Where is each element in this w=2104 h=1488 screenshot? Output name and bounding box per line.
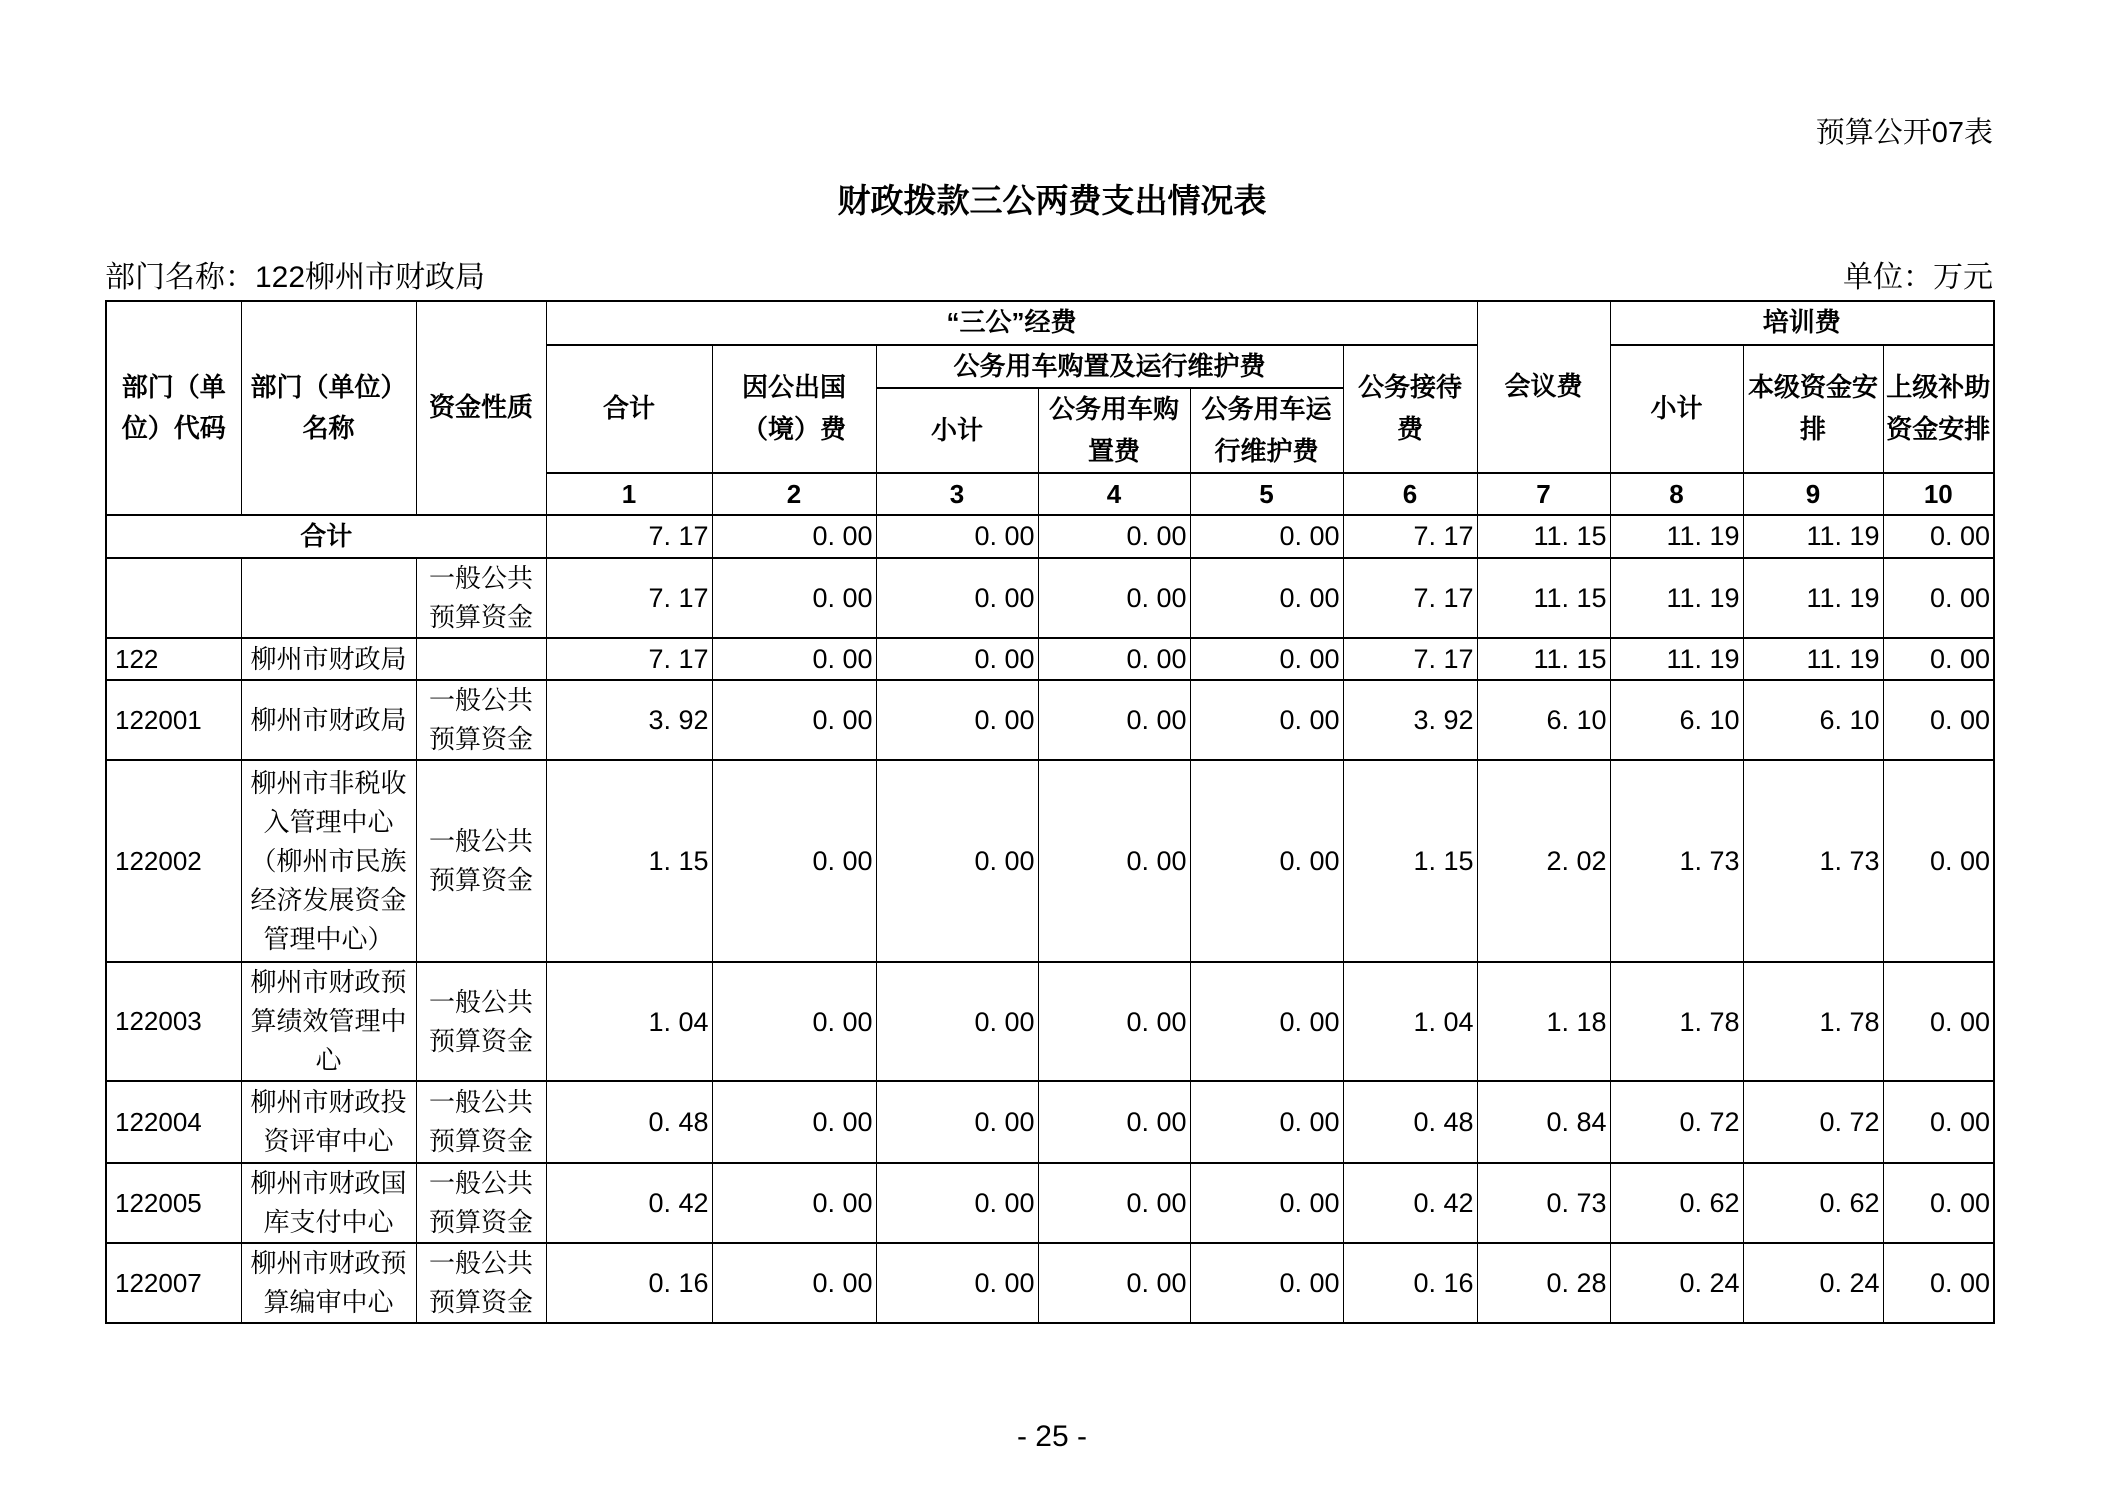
cell-value: 6. 10	[1610, 680, 1743, 760]
col-header-reception: 公务接待费	[1343, 345, 1477, 474]
cell-value: 11. 15	[1477, 515, 1610, 558]
cell-value: 0. 16	[546, 1243, 712, 1323]
cell-value: 0. 00	[1038, 680, 1190, 760]
cell-value: 0. 00	[876, 558, 1038, 638]
cell-department-code: 122	[106, 638, 241, 681]
cell-value: 0. 72	[1743, 1081, 1883, 1163]
cell-value: 0. 00	[712, 680, 876, 760]
column-number: 5	[1190, 473, 1343, 515]
cell-department-name: 柳州市财政局	[241, 638, 416, 681]
cell-value: 0. 00	[1883, 760, 1994, 962]
column-number: 1	[546, 473, 712, 515]
cell-value: 0. 00	[876, 962, 1038, 1081]
table-row	[106, 1243, 1994, 1323]
cell-value: 2. 02	[1477, 760, 1610, 962]
cell-value: 0. 48	[546, 1081, 712, 1163]
table-row	[106, 558, 1994, 638]
col-header-nature: 资金性质	[416, 301, 546, 515]
cell-value: 7. 17	[1343, 515, 1477, 558]
cell-department-code: 122005	[106, 1163, 241, 1243]
cell-value: 7. 17	[1343, 558, 1477, 638]
column-number: 4	[1038, 473, 1190, 515]
page-number: - 25 -	[1016, 1420, 1088, 1453]
cell-value: 0. 00	[1883, 515, 1994, 558]
cell-value: 0. 00	[1190, 1081, 1343, 1163]
cell-department-name	[241, 558, 416, 638]
column-number: 6	[1343, 473, 1477, 515]
cell-value: 1. 15	[1343, 760, 1477, 962]
table-row	[106, 760, 1994, 962]
cell-value: 0. 00	[1190, 515, 1343, 558]
col-header-abroad: 因公出国（境）费	[712, 345, 876, 474]
cell-value: 1. 73	[1743, 760, 1883, 962]
doc-label: 预算公开07表	[1815, 117, 1993, 149]
cell-value: 0. 00	[1883, 558, 1994, 638]
cell-value: 1. 15	[546, 760, 712, 962]
cell-value: 0. 00	[876, 1081, 1038, 1163]
cell-value: 0. 00	[1883, 680, 1994, 760]
cell-value: 0. 00	[712, 1163, 876, 1243]
cell-value: 7. 17	[1343, 638, 1477, 681]
cell-value: 11. 19	[1743, 638, 1883, 681]
cell-value: 0. 00	[712, 760, 876, 962]
cell-value: 0. 00	[1038, 760, 1190, 962]
cell-value: 11. 15	[1477, 558, 1610, 638]
cell-value: 3. 92	[1343, 680, 1477, 760]
cell-value: 6. 10	[1477, 680, 1610, 760]
cell-value: 0. 24	[1610, 1243, 1743, 1323]
col-header-code: 部门（单位）代码	[106, 301, 241, 515]
cell-value: 0. 00	[1190, 638, 1343, 681]
cell-value: 0. 00	[712, 962, 876, 1081]
cell-fund-nature: 一般公共预算资金	[416, 1081, 546, 1163]
cell-value: 0. 00	[1038, 962, 1190, 1081]
cell-value: 0. 00	[1190, 1243, 1343, 1323]
column-number: 8	[1610, 473, 1743, 515]
cell-value: 0. 00	[712, 558, 876, 638]
cell-value: 6. 10	[1743, 680, 1883, 760]
cell-department-name: 柳州市财政预算编审中心	[241, 1243, 416, 1323]
column-number: 3	[876, 473, 1038, 515]
cell-department-code	[106, 558, 241, 638]
cell-value: 0. 00	[1190, 962, 1343, 1081]
cell-department-name: 柳州市非税收入管理中心（柳州市民族经济发展资金管理中心）	[241, 760, 416, 962]
cell-department-code: 122002	[106, 760, 241, 962]
department-name-label: 部门名称：122柳州市财政局	[105, 261, 486, 294]
col-header-training-superior: 上级补助资金安排	[1883, 345, 1994, 474]
column-number: 10	[1883, 473, 1994, 515]
cell-value: 0. 00	[1883, 1163, 1994, 1243]
cell-value: 0. 00	[712, 515, 876, 558]
cell-department-code: 122001	[106, 680, 241, 760]
table-row	[106, 1081, 1994, 1163]
cell-fund-nature: 一般公共预算资金	[416, 558, 546, 638]
cell-value: 0. 00	[712, 638, 876, 681]
cell-value: 1. 18	[1477, 962, 1610, 1081]
cell-fund-nature	[416, 638, 546, 681]
cell-department-code: 122003	[106, 962, 241, 1081]
table-row	[106, 515, 1994, 558]
col-group-sangong: “三公”经费	[546, 301, 1477, 345]
cell-value: 0. 00	[1038, 638, 1190, 681]
column-number: 9	[1743, 473, 1883, 515]
cell-value: 0. 00	[1038, 515, 1190, 558]
cell-value: 0. 00	[876, 1243, 1038, 1323]
cell-value: 0. 00	[1883, 1243, 1994, 1323]
table-row	[106, 638, 1994, 681]
col-header-vehicle-maintenance: 公务用车运行维护费	[1190, 388, 1343, 473]
cell-value: 1. 04	[546, 962, 712, 1081]
column-number: 2	[712, 473, 876, 515]
cell-value: 1. 78	[1743, 962, 1883, 1081]
cell-value: 11. 19	[1610, 638, 1743, 681]
cell-value: 0. 00	[712, 1243, 876, 1323]
cell-value: 0. 00	[1883, 962, 1994, 1081]
cell-value: 0. 00	[1883, 638, 1994, 681]
cell-department-name: 柳州市财政投资评审中心	[241, 1081, 416, 1163]
header-row-1	[106, 301, 1994, 345]
cell-value: 1. 04	[1343, 962, 1477, 1081]
table-row	[106, 680, 1994, 760]
cell-value: 0. 62	[1743, 1163, 1883, 1243]
cell-value: 0. 00	[876, 760, 1038, 962]
cell-fund-nature: 一般公共预算资金	[416, 962, 546, 1081]
cell-department-name: 柳州市财政预算绩效管理中心	[241, 962, 416, 1081]
col-header-vehicle-purchase: 公务用车购置费	[1038, 388, 1190, 473]
col-header-vehicle-subtotal: 小计	[876, 388, 1038, 473]
cell-department-name: 柳州市财政国库支付中心	[241, 1163, 416, 1243]
col-header-training-own: 本级资金安排	[1743, 345, 1883, 474]
cell-value: 0. 42	[546, 1163, 712, 1243]
cell-value: 7. 17	[546, 515, 712, 558]
cell-value: 0. 72	[1610, 1081, 1743, 1163]
cell-value: 11. 15	[1477, 638, 1610, 681]
col-header-total: 合计	[546, 345, 712, 474]
cell-value: 0. 00	[1883, 1081, 1994, 1163]
cell-value: 0. 00	[712, 1081, 876, 1163]
cell-value: 0. 00	[1190, 558, 1343, 638]
cell-value: 0. 73	[1477, 1163, 1610, 1243]
cell-value: 0. 00	[1038, 1163, 1190, 1243]
cell-value: 0. 00	[1038, 1081, 1190, 1163]
cell-value: 7. 17	[546, 558, 712, 638]
cell-value: 0. 84	[1477, 1081, 1610, 1163]
cell-value: 0. 00	[876, 1163, 1038, 1243]
cell-value: 0. 28	[1477, 1243, 1610, 1323]
table-row	[106, 962, 1994, 1081]
cell-value: 0. 24	[1743, 1243, 1883, 1323]
cell-value: 0. 00	[876, 638, 1038, 681]
cell-value: 0. 00	[1190, 760, 1343, 962]
col-header-training-subtotal: 小计	[1610, 345, 1743, 474]
cell-value: 0. 00	[1190, 1163, 1343, 1243]
cell-value: 0. 00	[1038, 558, 1190, 638]
cell-value: 11. 19	[1743, 558, 1883, 638]
col-group-vehicle: 公务用车购置及运行维护费	[876, 345, 1343, 389]
page-title: 财政拨款三公两费支出情况表	[837, 182, 1267, 219]
cell-value: 11. 19	[1610, 558, 1743, 638]
cell-fund-nature: 一般公共预算资金	[416, 1243, 546, 1323]
cell-department-name: 柳州市财政局	[241, 680, 416, 760]
cell-value: 0. 42	[1343, 1163, 1477, 1243]
cell-fund-nature: 一般公共预算资金	[416, 1163, 546, 1243]
cell-value: 11. 19	[1610, 515, 1743, 558]
col-group-training: 培训费	[1610, 301, 1994, 345]
cell-department-code: 122007	[106, 1243, 241, 1323]
cell-value: 3. 92	[546, 680, 712, 760]
cell-value: 11. 19	[1743, 515, 1883, 558]
table-row	[106, 1163, 1994, 1243]
cell-value: 1. 73	[1610, 760, 1743, 962]
cell-value: 0. 00	[1038, 1243, 1190, 1323]
cell-value: 0. 00	[876, 680, 1038, 760]
column-number: 7	[1477, 473, 1610, 515]
cell-value: 0. 48	[1343, 1081, 1477, 1163]
row-total-label: 合计	[106, 515, 546, 558]
col-header-meeting: 会议费	[1477, 301, 1610, 473]
cell-fund-nature: 一般公共预算资金	[416, 760, 546, 962]
unit-label: 单位：万元	[1843, 261, 1993, 294]
col-header-name: 部门（单位）名称	[241, 301, 416, 515]
meta-row	[105, 252, 1993, 296]
cell-department-code: 122004	[106, 1081, 241, 1163]
cell-value: 0. 62	[1610, 1163, 1743, 1243]
cell-value: 0. 00	[1190, 680, 1343, 760]
cell-value: 0. 16	[1343, 1243, 1477, 1323]
cell-value: 0. 00	[876, 515, 1038, 558]
cell-value: 1. 78	[1610, 962, 1743, 1081]
cell-value: 7. 17	[546, 638, 712, 681]
cell-fund-nature: 一般公共预算资金	[416, 680, 546, 760]
expenditure-table	[105, 300, 1995, 1324]
